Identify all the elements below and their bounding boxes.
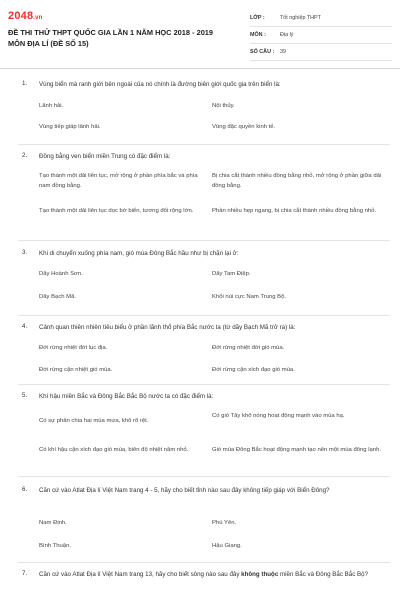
exam-title-line-1: ĐỀ THI THỬ THPT QUỐC GIA LẦN 1 NĂM HỌC 2018 - 2019	[8, 28, 214, 37]
question-divider	[18, 476, 390, 477]
question-divider	[18, 562, 390, 563]
option-d[interactable]: Gió mùa Đông Bắc hoạt động mạnh tạo nên một mùa đông lạnh.	[212, 447, 381, 453]
option-c[interactable]: Dãy Bạch Mã.	[39, 294, 76, 300]
exam-header	[0, 0, 400, 68]
option-c[interactable]: Có khí hậu cận xích đạo gió mùa, biên độ nhiệt năm nhỏ.	[39, 447, 189, 453]
question-text-part: miền Bắc và Đông Bắc Bắc Bộ?	[278, 571, 369, 578]
option-a[interactable]: Nam Định.	[39, 520, 67, 526]
question-divider	[18, 144, 390, 145]
question-text-emphasis: không thuộc	[241, 571, 279, 578]
logo-main: 2048	[8, 10, 34, 22]
option-c[interactable]: Bình Thuận.	[39, 543, 71, 549]
question-number: 3.	[22, 249, 28, 256]
question-divider	[18, 240, 390, 241]
meta-value: 39	[280, 49, 286, 55]
question-divider	[18, 384, 390, 385]
header-divider	[0, 68, 400, 69]
question-number: 7.	[22, 570, 28, 577]
option-c[interactable]: Vùng tiếp giáp lãnh hải.	[39, 124, 101, 130]
option-a[interactable]: Tạo thành một dải liên tục, mở rộng ở phần phía bắc và phía nam đồng bằng.	[39, 173, 198, 189]
question-number: 6.	[22, 486, 28, 493]
question-number: 1.	[22, 80, 28, 87]
question-number: 5.	[22, 392, 28, 399]
question-text-part: Căn cứ vào Atlat Địa lí Việt Nam trang 13, hãy cho biết sông nào sau đây	[39, 571, 242, 578]
exam-title-line-2: MÔN ĐỊA LÍ (ĐỀ SỐ 15)	[8, 39, 89, 48]
site-logo[interactable]	[8, 10, 43, 22]
option-d[interactable]: Phần nhiều hẹp ngang, bị chia cắt thành nhiều đồng bằng nhỏ.	[212, 208, 377, 214]
option-d[interactable]: Vùng đặc quyền kinh tế.	[212, 124, 276, 130]
question-text: Vùng biển mà ranh giới bên ngoài của nó chính là đường biên giới quốc gia trên biển là:	[39, 81, 281, 88]
meta-label: MÔN :	[250, 32, 266, 38]
meta-row-subject	[250, 27, 392, 44]
question-text: Cảnh quan thiên nhiên tiêu biểu ở phần lãnh thổ phía Bắc nước ta (từ dãy Bạch Mã trở ra) là:	[39, 324, 296, 331]
option-d[interactable]: Hậu Giang.	[212, 543, 242, 549]
option-b[interactable]: Phú Yên.	[212, 520, 237, 526]
meta-row-class	[250, 10, 392, 27]
option-a[interactable]: Đới rừng nhiệt đới lục địa.	[39, 345, 108, 351]
option-c[interactable]: Đới rừng cận nhiệt gió mùa.	[39, 367, 113, 373]
question-text	[39, 570, 379, 580]
question-number: 2.	[22, 152, 28, 159]
question-text: Đồng bằng ven biển miền Trung có đặc điểm là:	[39, 153, 171, 160]
exam-meta-table	[250, 10, 392, 61]
option-b[interactable]: Nội thủy.	[212, 103, 235, 109]
logo-suffix: .vn	[33, 15, 43, 21]
meta-value: Tốt nghiệp THPT	[280, 15, 321, 21]
meta-label: SỐ CÂU :	[250, 49, 275, 55]
question-number: 4.	[22, 323, 28, 330]
option-b[interactable]: Có gió Tây khô nóng hoạt động mạnh vào mùa hạ.	[212, 413, 345, 419]
option-c[interactable]: Tạo thành một dải liên tục dọc bờ biển, tương đối rộng lớn.	[39, 208, 194, 214]
option-b[interactable]: Bị chia cắt thành nhiều đồng bằng nhỏ, mở rộng ở phần giữa dải đồng bằng.	[212, 173, 382, 189]
option-d[interactable]: Khối núi cực Nam Trung Bộ.	[212, 294, 287, 300]
option-b[interactable]: Dãy Tam Điệp.	[212, 271, 251, 277]
meta-value: Địa lý	[280, 32, 294, 38]
option-a[interactable]: Có sự phân chia hai mùa mưa, khô rõ rệt.	[39, 418, 149, 424]
question-text: Khi di chuyển xuống phía nam, gió mùa Đông Bắc hầu như bị chặn lại ở:	[39, 250, 239, 257]
option-a[interactable]: Lãnh hải.	[39, 103, 64, 109]
option-a[interactable]: Dãy Hoành Sơn.	[39, 271, 83, 277]
exam-title	[8, 27, 248, 49]
question-divider	[18, 315, 390, 316]
meta-label: LỚP :	[250, 15, 265, 21]
meta-row-question-count	[250, 44, 392, 61]
option-d[interactable]: Đới rừng cận xích đạo gió mùa.	[212, 367, 295, 373]
option-b[interactable]: Đới rừng nhiệt đới gió mùa.	[212, 345, 285, 351]
question-text: Căn cứ vào Atlat Địa lí Việt Nam trang 4 - 5, hãy cho biết tỉnh nào sau đây không tiếp giáp với Biển Đông?	[39, 487, 330, 494]
question-text: Khí hậu miền Bắc và Đông Bắc Bắc Bộ nước ta có đặc điểm là:	[39, 393, 214, 400]
